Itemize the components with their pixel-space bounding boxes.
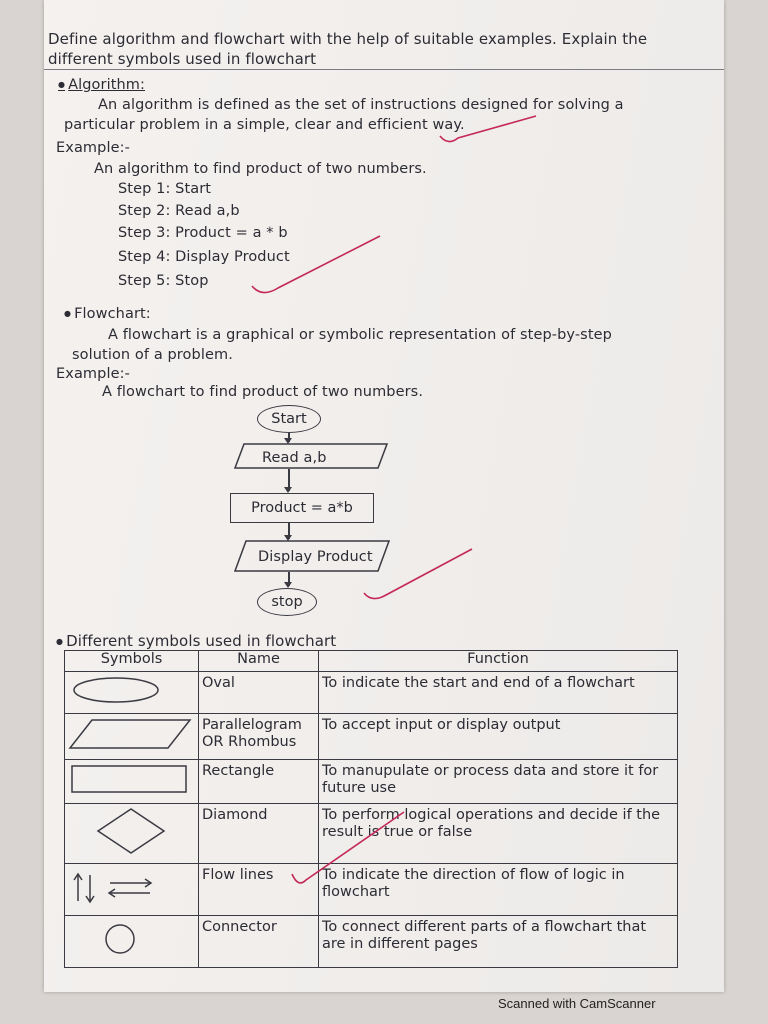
notebook-page — [44, 0, 724, 992]
symbol-cell — [65, 804, 199, 864]
flowchart-process-label: Product = a*b — [251, 500, 353, 516]
column-header-symbols: Symbols — [65, 651, 199, 672]
table-row — [65, 916, 678, 968]
table-row — [65, 760, 678, 804]
flowlines-icon — [68, 867, 194, 907]
symbol-name: Rectangle — [199, 760, 319, 804]
symbol-name: Parallelogram OR Rhombus — [199, 714, 319, 760]
parallelogram-icon — [68, 717, 194, 751]
check-mark-icon — [248, 230, 384, 300]
algorithm-step-2: Step 2: Read a,b — [118, 203, 240, 219]
flowchart-example-label: Example:- — [56, 366, 130, 382]
table-row — [65, 714, 678, 760]
table-header-row — [65, 651, 678, 672]
algorithm-step-3: Step 3: Product = a * b — [118, 225, 288, 241]
flowchart-arrow-4 — [288, 572, 290, 586]
check-mark-icon — [288, 808, 408, 894]
flowchart-arrow-1 — [288, 433, 290, 442]
column-header-function: Function — [319, 651, 678, 672]
algorithm-step-5: Step 5: Stop — [118, 273, 209, 289]
algorithm-example-label: Example:- — [56, 140, 130, 156]
symbol-function: To connect different parts of a flowchart that are in different pages — [319, 916, 678, 968]
flowchart-example-title: A flowchart to find product of two numbers. — [102, 384, 424, 400]
check-mark-icon — [360, 545, 476, 605]
symbol-name: Connector — [199, 916, 319, 968]
flowchart-arrow-3 — [288, 523, 290, 539]
symbol-name: Flow lines — [199, 864, 319, 916]
symbol-cell — [65, 672, 199, 714]
symbol-cell — [65, 714, 199, 760]
flowchart-start-label: Start — [271, 411, 307, 427]
column-header-name: Name — [199, 651, 319, 672]
algorithm-heading: ● Algorithm: — [58, 76, 145, 96]
algorithm-step-1: Step 1: Start — [118, 181, 212, 197]
flowchart-display-label: Display Product — [258, 549, 373, 565]
flowchart-arrow-2 — [288, 469, 290, 491]
symbol-cell — [65, 864, 199, 916]
connector-icon — [68, 919, 194, 959]
flowchart-definition-2: solution of a problem. — [72, 347, 233, 363]
question-line-2: different symbols used in flowchart — [48, 50, 317, 68]
flowchart-stop-oval — [257, 588, 317, 616]
table-row — [65, 672, 678, 714]
flowchart-process-rectangle — [230, 493, 374, 523]
symbol-cell — [65, 760, 199, 804]
flowchart-start-oval — [257, 405, 321, 433]
algorithm-step-4: Step 4: Display Product — [118, 249, 290, 265]
algorithm-example-title: An algorithm to find product of two numbers. — [94, 161, 427, 177]
symbol-function: To perform logical operations and decide if the result is true or false — [319, 804, 678, 864]
rectangle-icon — [68, 763, 194, 795]
check-mark-icon — [436, 112, 546, 152]
header-rule — [44, 69, 724, 70]
diamond-icon — [68, 807, 194, 855]
symbol-function: To accept input or display output — [319, 714, 678, 760]
flowchart-heading: ● Flowchart: — [64, 305, 151, 325]
symbol-cell — [65, 916, 199, 968]
oval-icon — [68, 675, 194, 705]
symbol-function: To indicate the start and end of a flowchart — [319, 672, 678, 714]
flowchart-read-label: Read a,b — [262, 450, 327, 466]
symbol-function: To indicate the direction of flow of logic in flowchart — [319, 864, 678, 916]
symbol-function: To manupulate or process data and store it for future use — [319, 760, 678, 804]
scanner-watermark: Scanned with CamScanner — [498, 996, 656, 1011]
algorithm-definition-1: An algorithm is defined as the set of instructions designed for solving a — [98, 97, 624, 113]
flowchart-definition-1: A flowchart is a graphical or symbolic representation of step-by-step — [108, 327, 612, 343]
symbol-name: Diamond — [199, 804, 319, 864]
flowchart-stop-label: stop — [271, 594, 303, 610]
symbol-name: Oval — [199, 672, 319, 714]
symbols-heading: ● Different symbols used in flowchart — [56, 632, 336, 653]
algorithm-definition-2: particular problem in a simple, clear and efficient way. — [64, 117, 465, 133]
question-line-1: Define algorithm and flowchart with the help of suitable examples. Explain the — [48, 30, 648, 48]
